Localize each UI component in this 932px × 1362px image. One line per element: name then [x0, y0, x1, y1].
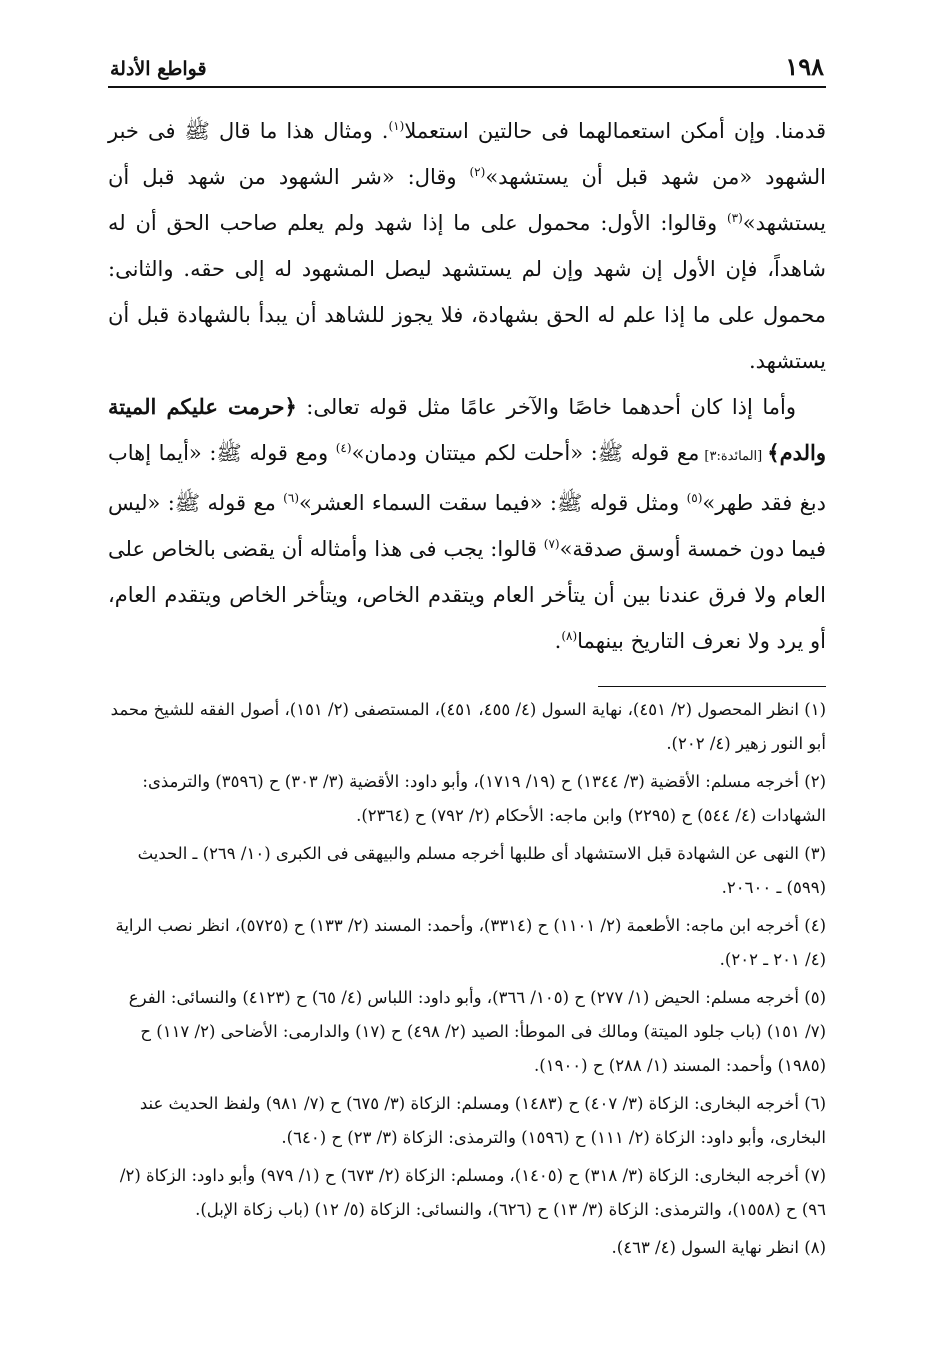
text-run: قالوا: يجب فى هذا وأمثاله أن يقضى بالخاص على العام ولا فرق عندنا بين أن يتأخر العام ويتقدم الخاص، ويتأخر الخاص ويتقدم العام، أو يرد ولا نعرف التاريخ بينهما	[108, 537, 826, 653]
footnote-2: (٢) أخرجه مسلم: الأقضية (٣/ ١٣٤٤) ح (١٩/ ١٧١٩)، وأبو داود: الأقضية (٣/ ٣٠٣) ح (٣٥٩٦) والترمذى: الشهادات (٤/ ٥٤٤) ح (٢٢٩٥) وابن ماجه: الأحكام (٢/ ٧٩٢) ح (٢٣٦٤).	[142, 772, 826, 825]
text-run: وأما إذا كان أحدهما خاصًا والآخر عامًا مثل قوله تعالى:	[296, 395, 796, 419]
page-number: ١٩٨	[785, 52, 824, 81]
text-run: ومثل قوله ﷺ: «فيما سقت السماء العشر»	[299, 491, 687, 515]
text-run: قدمنا. وإن أمكن استعمالهما فى حالتين استعملا	[404, 119, 826, 143]
footnote-5: (٥) أخرجه مسلم: الحيض (١/ ٢٧٧) ح (١٠٥/ ٣٦٦)، وأبو داود: اللباس (٤/ ٦٥) ح (٤١٢٣) والنسائى: الفرع (٧/ ١٥١) (باب جلود الميتة) ومالك فى الموطأ: الصيد (٢/ ٤٩٨) ح (١٧) والدارمى: الأضاحى (٢/ ١١٧) ح (١٩٨٥) وأحمد: المسند (١/ ٢٨٨) ح (١٩٠٠).	[128, 988, 826, 1075]
footnote-separator	[598, 686, 826, 687]
footnote-ref: (٦)	[283, 491, 299, 505]
footnote-ref: (٣)	[726, 211, 743, 225]
text-run: . ومثال هذا ما قال ﷺ فى خبر الشهود «من شهد قبل أن يستشهد»	[108, 119, 826, 189]
footnote-3: (٣) النهى عن الشهادة قبل الاستشهاد أى طلبها أخرجه مسلم والبيهقى فى الكبرى (١٠/ ٢٦٩) ـ الحديث (٥٩٩) ـ ٢٠٦٠٠.	[137, 844, 826, 897]
text-run: مع قوله ﷺ: «أحلت لكم ميتتان ودمان»	[351, 441, 700, 465]
text-run: .	[554, 629, 562, 653]
running-title: قواطع الأدلة	[110, 58, 207, 80]
page-header	[108, 52, 826, 88]
footnote-7: (٧) أخرجه البخارى: الزكاة (٣/ ٣١٨) ح (١٤٠٥)، ومسلم: الزكاة (٢/ ٦٧٣) ح (١/ ٩٧٩) وأبو داود: الزكاة (٢/ ٩٦) ح (١٥٥٨)، والترمذى: الزكاة (٣/ ١٣) ح (٦٢٦)، والنسائى: الزكاة (٥/ ١٢) (باب زكاة الإبل).	[119, 1166, 826, 1219]
text-run: وقال: «شر الشهود من شهد قبل أن يستشهد»	[108, 165, 826, 235]
paragraph-2	[108, 384, 826, 664]
footnote-6: (٦) أخرجه البخارى: الزكاة (٣/ ٤٠٧) ح (١٤٨٣) ومسلم: الزكاة (٣/ ٦٧٥) ح (٧/ ٩٨١) ولفظ الحديث عند البخارى، وأبو داود: الزكاة (٢/ ١١١) ح (١٥٩٦) والترمذى: الزكاة (٣/ ٢٣) ح (٦٤٠).	[139, 1094, 826, 1147]
footnote-8: (٨) انظر نهاية السول (٤/ ٤٦٣).	[611, 1238, 826, 1257]
surah-reference: [المائدة:٣]	[699, 449, 768, 464]
footnote-ref: (١)	[388, 119, 405, 133]
footnote-1: (١) انظر المحصول (٢/ ٤٥١)، نهاية السول (٤/ ٤٥٥، ٤٥١)، المستصفى (٢/ ١٥١)، أصول الفقه للشيخ محمد أبو النور زهير (٤/ ٢٠٢).	[110, 700, 826, 753]
footnote-ref: (٥)	[686, 491, 703, 505]
footnote-4: (٤) أخرجه ابن ماجه: الأطعمة (٢/ ١١٠١) ح (٣٣١٤)، وأحمد: المسند (٢/ ١٣٣) ح (٥٧٢٥)، انظر نصب الراية (٤/ ٢٠١ ـ ٢٠٢).	[115, 916, 826, 969]
footnote-ref: (٨)	[561, 629, 578, 643]
text-run: مع قوله ﷺ: «ليس فيما دون خمسة أوسق صدقة»	[108, 491, 826, 561]
paragraph-1	[108, 108, 826, 384]
text-run: ومع قوله ﷺ: «أيما إهاب دبغ فقد طهر»	[108, 441, 826, 515]
quran-verse: ﴿حرمت عليكم الميتة والدم﴾	[108, 394, 826, 465]
main-text	[108, 108, 826, 664]
footnote-ref: (٢)	[469, 165, 486, 179]
text-run: وقالوا: الأول: محمول على ما إذا شهد ولم يعلم صاحب الحق أن له شاهداً، فإن الأول إن شهد وإن لم يستشهد ليصل المشهود له إلى حقه. والثانى: محمول على ما إذا علم له الحق بشهادة، فلا يجوز للشاهد أن يبدأ بالشهادة قبل أن يستشهد.	[108, 211, 826, 373]
footnote-ref: (٤)	[335, 441, 352, 455]
footnotes	[108, 693, 826, 1265]
footnote-ref: (٧)	[543, 537, 560, 551]
